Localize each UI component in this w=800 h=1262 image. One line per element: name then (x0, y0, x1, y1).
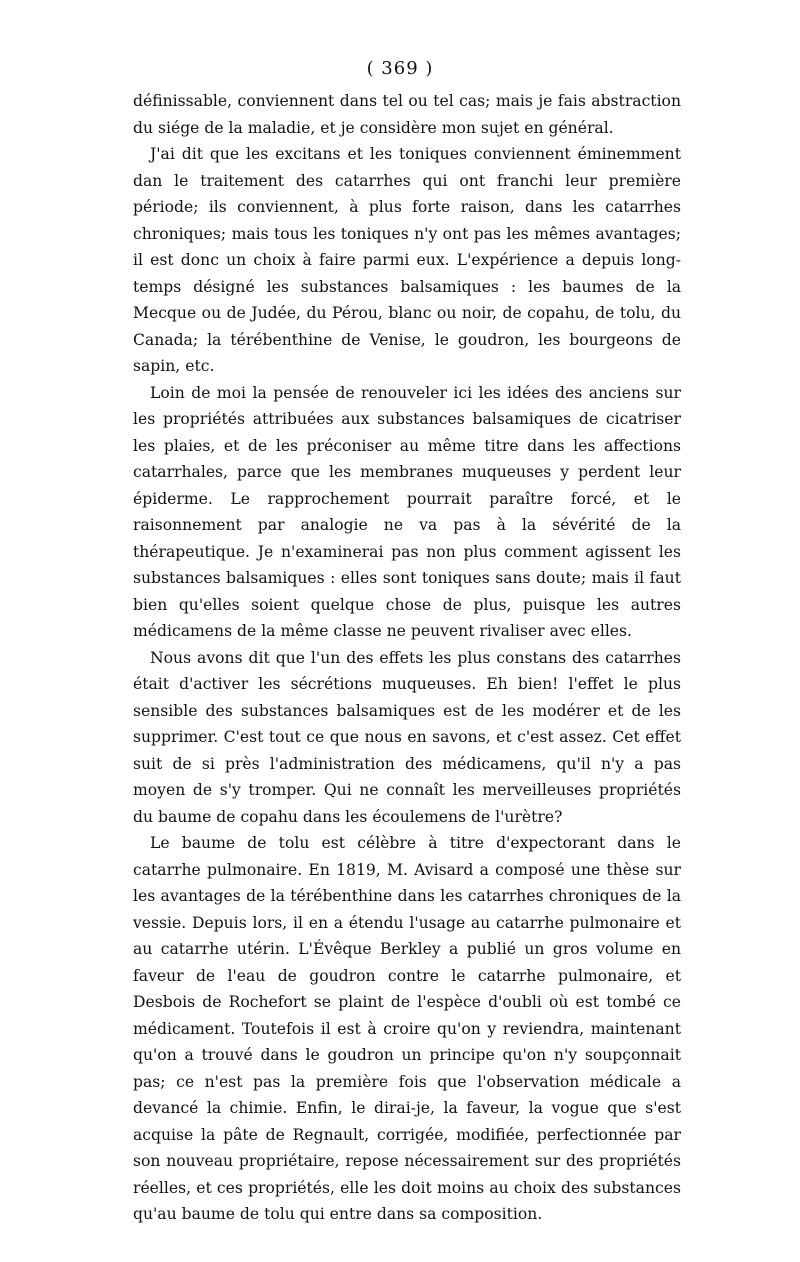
paragraph-3: Loin de moi la pensée de renouveler ici les idées des anciens sur les propriétés attribuées aux substances balsamiques de cicatriser les plaies, et de les préconiser au même titre dans les affections catarrhales, parce que les membranes muqueuses y perdent leur épiderme. Le rapprochement pourrait paraître forcé, et le raisonnement par analogie ne va pas à la sévérité de la thérapeutique. Je n'examinerai pas non plus comment agissent les substances balsamiques : elles sont toniques sans doute; mais il faut bien qu'elles soient quelque chose de plus, puisque les autres médicamens de la même classe ne peuvent rivaliser avec elles. (133, 383, 681, 640)
paragraph-4: Nous avons dit que l'un des effets les plus constans des catarrhes était d'activer les sécrétions muqueuses. Eh bien! l'effet le plus sensible des substances balsamiques est de les modérer et de les supprimer. C'est tout ce que nous en savons, et c'est assez. Cet effet suit de si près l'administration des médicamens, qu'il n'y a pas moyen de s'y tromper. Qui ne connaît les merveilleuses propriétés du baume de copahu dans les écoulemens de l'urètre? (133, 648, 681, 826)
page-number: ( 369 ) (366, 58, 434, 79)
paragraph-5: Le baume de tolu est célèbre à titre d'expectorant dans le catarrhe pulmonaire. En 1819, M. Avisard a composé une thèse sur les avantages de la térébenthine dans les catarrhes chroniques de la vessie. Depuis lors, il en a étendu l'usage au catarrhe pulmonaire et au catarrhe utérin. L'Évêque Berkley a publié un gros volume en faveur de l'eau de goudron contre le catarrhe pulmonaire, et Desbois de Rochefort se plaint de l'espèce d'oubli où est tombé ce médicament. Toutefois il est à croire qu'on y reviendra, maintenant qu'on a trouvé dans le goudron un principe qu'on n'y soupçonnait pas; ce n'est pas la première fois que l'observation médicale a devancé la chimie. Enfin, le dirai-je, la faveur, la vogue que s'est acquise la pâte de Regnault, corrigée, modifiée, perfectionnée par son nouveau propriétaire, repose nécessairement sur des propriétés réelles, et ces propriétés, elle les doit moins au choix des substances qu'au baume de tolu qui entre dans sa composition. (133, 834, 681, 1223)
body-text (133, 88, 681, 1228)
paragraph-2: J'ai dit que les excitans et les toniques conviennent éminemment dan le traitement des catarrhes qui ont franchi leur première période; ils conviennent, à plus forte raison, dans les catarrhes chroniques; mais tous les toniques n'y ont pas les mêmes avantages; il est donc un choix à faire parmi eux. L'expérience a depuis long-temps désigné les substances balsamiques : les baumes de la Mecque ou de Judée, du Pérou, blanc ou noir, de copahu, de tolu, du Canada; la térébenthine de Venise, le goudron, les bourgeons de sapin, etc. (133, 145, 681, 375)
paragraph-1: définissable, conviennent dans tel ou tel cas; mais je fais abstraction du siége de la maladie, et je considère mon sujet en général. (133, 92, 681, 137)
